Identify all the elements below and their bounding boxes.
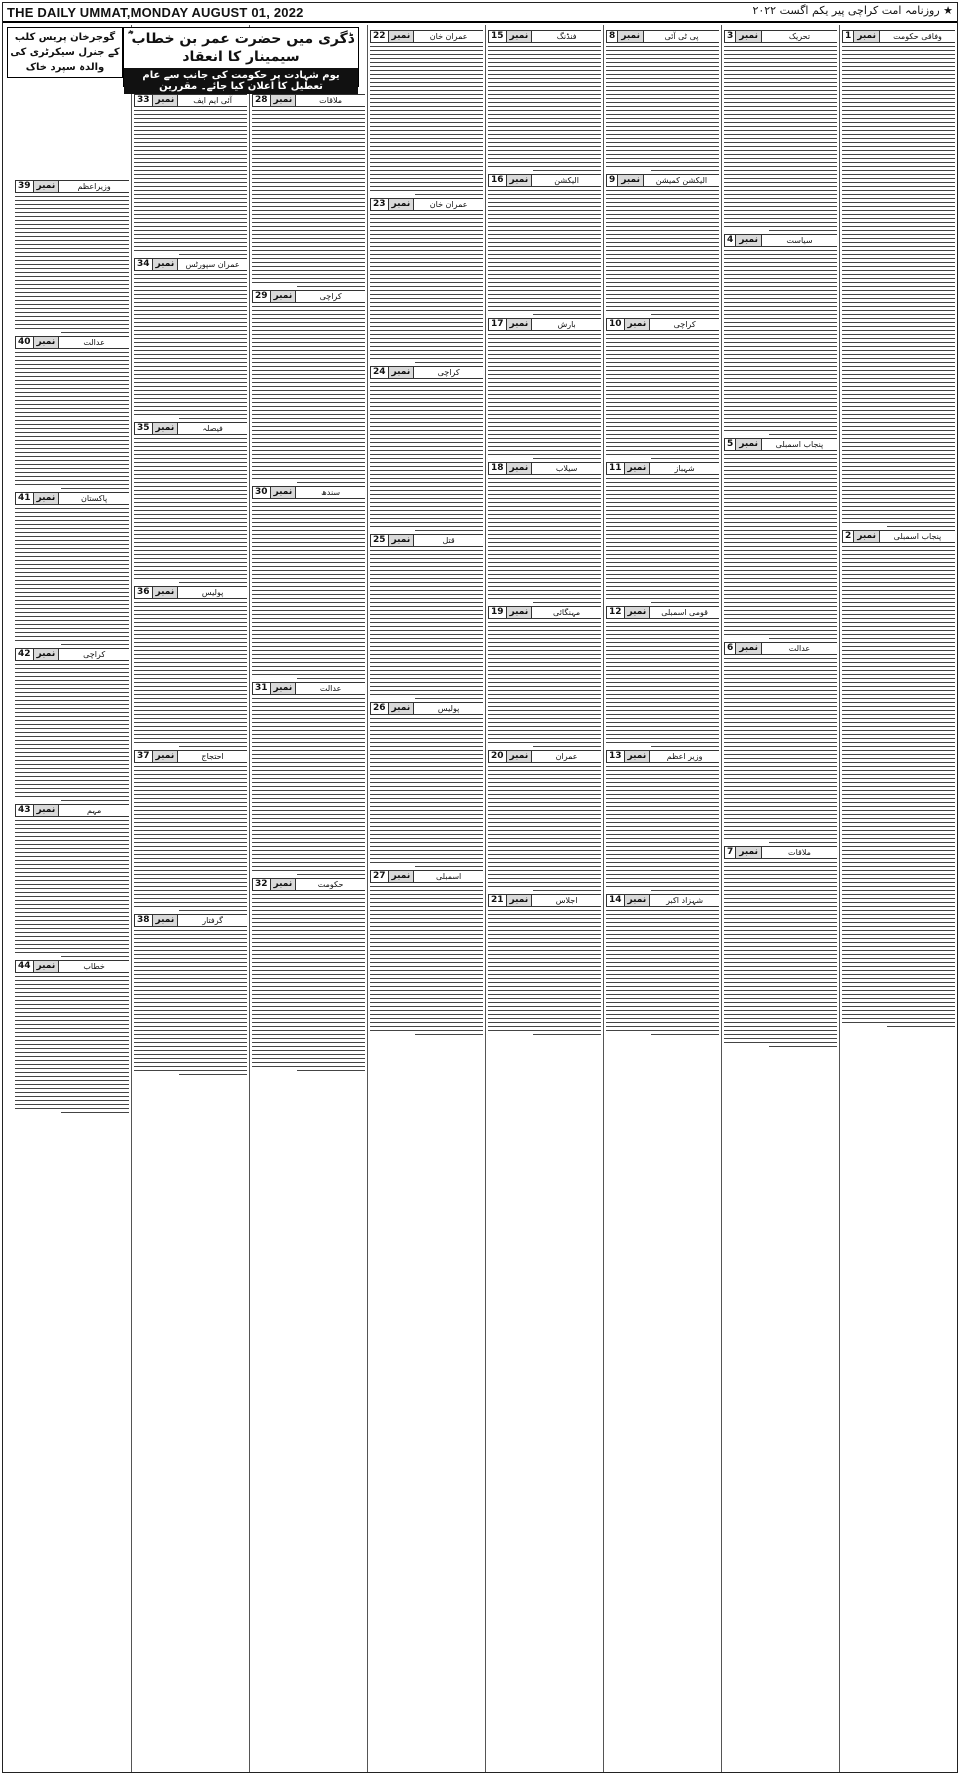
section-tag: نمبر (270, 878, 297, 891)
section-number: 38 (134, 914, 152, 927)
section-title: شہباز (650, 462, 719, 475)
article-body (252, 894, 365, 1071)
section-title: سندھ (296, 486, 365, 499)
column-3 (603, 25, 721, 1772)
article-body (370, 382, 483, 531)
section-title: خطاب (59, 960, 129, 973)
section-title: پولیس (414, 702, 483, 715)
column-4 (485, 25, 603, 1772)
section-header (488, 894, 601, 907)
section-number: 43 (15, 804, 33, 817)
section-header (252, 94, 365, 107)
section-title: پاکستان (59, 492, 129, 505)
section-number: 9 (606, 174, 617, 187)
article-body (606, 190, 719, 315)
section-title: تحریک (762, 30, 837, 43)
section-number: 17 (488, 318, 506, 331)
section-header (370, 198, 483, 211)
section-header (488, 750, 601, 763)
section-tag: نمبر (33, 336, 60, 349)
section-number: 18 (488, 462, 506, 475)
section-number: 22 (370, 30, 388, 43)
section-number: 6 (724, 642, 735, 655)
section-number: 13 (606, 750, 624, 763)
section-header (724, 642, 837, 655)
article-body (15, 664, 129, 801)
section-tag: نمبر (152, 94, 179, 107)
section-tag: نمبر (853, 530, 880, 543)
article-body (724, 658, 837, 843)
section-number: 31 (252, 682, 270, 695)
article-body (606, 622, 719, 747)
section-number: 5 (724, 438, 735, 451)
section-title: مہم (59, 804, 129, 817)
section-tag: نمبر (735, 642, 762, 655)
article-body (488, 910, 601, 1035)
column-2 (721, 25, 839, 1772)
article-body (370, 886, 483, 1035)
section-title: پنجاب اسمبلی (880, 530, 955, 543)
section-title: الیکشن کمیشن (644, 174, 719, 187)
section-title: پولیس (178, 586, 247, 599)
section-number: 8 (606, 30, 617, 43)
section-header (252, 682, 365, 695)
section-title: عمران خان (414, 30, 483, 43)
section-tag: نمبر (624, 750, 651, 763)
section-number: 16 (488, 174, 506, 187)
section-tag: نمبر (152, 258, 179, 271)
section-title: کراچی (59, 648, 129, 661)
section-header (606, 462, 719, 475)
section-tag: نمبر (624, 318, 651, 331)
section-header (370, 870, 483, 883)
article-body (134, 930, 247, 1075)
section-title: سیلاب (532, 462, 601, 475)
section-header (606, 30, 719, 43)
section-title: عدالت (296, 682, 365, 695)
section-number: 20 (488, 750, 506, 763)
section-header (488, 174, 601, 187)
article-body (15, 352, 129, 489)
section-header (15, 804, 129, 817)
section-title: شہزاد اکبر (650, 894, 719, 907)
section-title: پی ٹی آئی (644, 30, 719, 43)
section-tag: نمبر (388, 702, 415, 715)
urdu-dateline: ★ روزنامہ امت کراچی پیر یکم اگست ۲۰۲۲ (752, 4, 953, 17)
section-tag: نمبر (33, 492, 60, 505)
section-tag: نمبر (735, 30, 762, 43)
section-header (488, 30, 601, 43)
section-header (15, 960, 129, 973)
section-title: الیکشن (532, 174, 601, 187)
section-header (488, 606, 601, 619)
section-number: 27 (370, 870, 388, 883)
article-body (724, 454, 837, 639)
section-title: اسمبلی (414, 870, 483, 883)
section-title: فنڈنگ (532, 30, 601, 43)
section-number: 23 (370, 198, 388, 211)
section-header (370, 702, 483, 715)
article-body (134, 766, 247, 911)
section-number: 11 (606, 462, 624, 475)
section-number: 4 (724, 234, 735, 247)
article-body (252, 502, 365, 679)
section-tag: نمبر (506, 894, 533, 907)
section-title: فیصلہ (178, 422, 247, 435)
section-header (724, 438, 837, 451)
section-tag: نمبر (617, 174, 644, 187)
article-body (134, 602, 247, 747)
section-title: گرفتار (178, 914, 247, 927)
section-header (606, 606, 719, 619)
section-tag: نمبر (33, 960, 60, 973)
section-title: وزیر اعظم (650, 750, 719, 763)
section-title: قومی اسمبلی (650, 606, 719, 619)
section-header (842, 530, 955, 543)
section-number: 25 (370, 534, 388, 547)
article-body (370, 718, 483, 867)
section-tag: نمبر (270, 94, 297, 107)
article-body (488, 334, 601, 459)
section-header (15, 648, 129, 661)
article-body (134, 438, 247, 583)
section-title: بارش (532, 318, 601, 331)
column-1 (839, 25, 957, 1772)
section-tag: نمبر (152, 586, 179, 599)
section-title: عدالت (59, 336, 129, 349)
article-body (252, 698, 365, 875)
column-6 (249, 25, 367, 1772)
section-title: آئی ایم ایف (178, 94, 247, 107)
section-tag: نمبر (388, 366, 415, 379)
section-tag: نمبر (388, 534, 415, 547)
side-headline: گوجرخان پریس کلب کے جنرل سیکرٹری کی والدہ سپرد خاک (7, 27, 123, 78)
article-body (606, 46, 719, 171)
article-body (724, 250, 837, 435)
section-title: کراچی (414, 366, 483, 379)
column-5 (367, 25, 485, 1772)
section-title: مہنگائی (532, 606, 601, 619)
section-number: 3 (724, 30, 735, 43)
newspaper-page (2, 2, 958, 1773)
section-tag: نمبر (152, 422, 179, 435)
section-header (842, 30, 955, 43)
section-number: 33 (134, 94, 152, 107)
section-header (724, 30, 837, 43)
section-header (370, 534, 483, 547)
section-header (134, 422, 247, 435)
article-body (252, 306, 365, 483)
section-header (488, 462, 601, 475)
section-header (724, 234, 837, 247)
section-number: 10 (606, 318, 624, 331)
section-header (370, 30, 483, 43)
banner-headline: ڈگری میں حضرت عمر بن خطاب ؓ سیمینار کا انعقاد (128, 31, 354, 65)
article-body (606, 910, 719, 1035)
section-header (606, 894, 719, 907)
section-tag: نمبر (624, 894, 651, 907)
section-number: 2 (842, 530, 853, 543)
section-number: 24 (370, 366, 388, 379)
headline-banner (123, 27, 359, 92)
section-tag: نمبر (388, 30, 415, 43)
section-title: ملاقات (762, 846, 837, 859)
section-tag: نمبر (617, 30, 644, 43)
section-tag: نمبر (388, 198, 415, 211)
section-tag: نمبر (152, 914, 179, 927)
section-number: 42 (15, 648, 33, 661)
section-number: 14 (606, 894, 624, 907)
section-title: کراچی (650, 318, 719, 331)
section-tag: نمبر (853, 30, 880, 43)
section-title: ملاقات (296, 94, 365, 107)
article-body (370, 46, 483, 195)
section-header (724, 846, 837, 859)
section-header (606, 174, 719, 187)
section-tag: نمبر (624, 462, 651, 475)
column-7 (131, 25, 249, 1772)
article-body (606, 334, 719, 459)
article-body (842, 546, 955, 1027)
section-header (252, 878, 365, 891)
section-number: 44 (15, 960, 33, 973)
section-tag: نمبر (735, 234, 762, 247)
section-number: 29 (252, 290, 270, 303)
column-8 (13, 25, 131, 1772)
section-header (134, 586, 247, 599)
article-body (15, 976, 129, 1113)
section-number: 21 (488, 894, 506, 907)
section-header (370, 366, 483, 379)
section-title: احتجاج (178, 750, 247, 763)
section-title: حکومت (296, 878, 365, 891)
section-number: 1 (842, 30, 853, 43)
section-title: اجلاس (532, 894, 601, 907)
section-tag: نمبر (33, 804, 60, 817)
article-body (488, 190, 601, 315)
article-body (488, 766, 601, 891)
section-header (252, 486, 365, 499)
section-tag: نمبر (506, 174, 533, 187)
article-body (488, 622, 601, 747)
section-tag: نمبر (270, 290, 297, 303)
section-title: عدالت (762, 642, 837, 655)
section-number: 15 (488, 30, 506, 43)
section-header (15, 180, 129, 193)
article-body (488, 478, 601, 603)
section-number: 40 (15, 336, 33, 349)
section-tag: نمبر (506, 750, 533, 763)
section-header (134, 914, 247, 927)
section-number: 28 (252, 94, 270, 107)
section-tag: نمبر (506, 30, 533, 43)
section-tag: نمبر (270, 682, 297, 695)
section-tag: نمبر (506, 318, 533, 331)
section-number: 12 (606, 606, 624, 619)
article-body (15, 196, 129, 333)
article-body (15, 820, 129, 957)
section-title: کراچی (296, 290, 365, 303)
section-title: عمران (532, 750, 601, 763)
section-number: 34 (134, 258, 152, 271)
section-number: 39 (15, 180, 33, 193)
section-tag: نمبر (270, 486, 297, 499)
section-header (252, 290, 365, 303)
article-grid (3, 25, 957, 1772)
article-body (252, 110, 365, 287)
section-number: 19 (488, 606, 506, 619)
section-title: وفاقی حکومت (880, 30, 955, 43)
article-body (724, 862, 837, 1047)
section-tag: نمبر (152, 750, 179, 763)
section-header (606, 318, 719, 331)
section-number: 37 (134, 750, 152, 763)
section-title: قتل (414, 534, 483, 547)
article-body (134, 110, 247, 255)
section-number: 26 (370, 702, 388, 715)
section-title: وزیراعظم (59, 180, 129, 193)
section-number: 41 (15, 492, 33, 505)
section-number: 35 (134, 422, 152, 435)
article-body (606, 478, 719, 603)
section-title: پنجاب اسمبلی (762, 438, 837, 451)
section-tag: نمبر (624, 606, 651, 619)
section-number: 32 (252, 878, 270, 891)
article-body (842, 46, 955, 527)
section-header (134, 258, 247, 271)
section-header (606, 750, 719, 763)
section-number: 36 (134, 586, 152, 599)
section-tag: نمبر (735, 438, 762, 451)
section-tag: نمبر (735, 846, 762, 859)
section-number: 7 (724, 846, 735, 859)
section-tag: نمبر (388, 870, 415, 883)
section-title: عمران خان (414, 198, 483, 211)
banner-subline: یوم شہادت پر حکومت کی جانب سے عام تعطیل کا اعلان کیا جائے۔ مقررین (124, 68, 358, 94)
article-body (606, 766, 719, 891)
section-header (15, 492, 129, 505)
article-body (15, 508, 129, 645)
english-dateline: THE DAILY UMMAT,MONDAY AUGUST 01, 2022 (7, 5, 304, 20)
article-body (488, 46, 601, 171)
article-body (724, 46, 837, 231)
section-header (15, 336, 129, 349)
article-body (370, 550, 483, 699)
section-tag: نمبر (33, 180, 60, 193)
section-tag: نمبر (506, 462, 533, 475)
masthead (3, 3, 957, 23)
section-title: عمران سپورٹس (178, 258, 247, 271)
section-header (488, 318, 601, 331)
article-body (134, 274, 247, 419)
section-number: 30 (252, 486, 270, 499)
section-tag: نمبر (33, 648, 60, 661)
section-header (134, 94, 247, 107)
section-header (134, 750, 247, 763)
section-title: سیاست (762, 234, 837, 247)
section-tag: نمبر (506, 606, 533, 619)
article-body (370, 214, 483, 363)
